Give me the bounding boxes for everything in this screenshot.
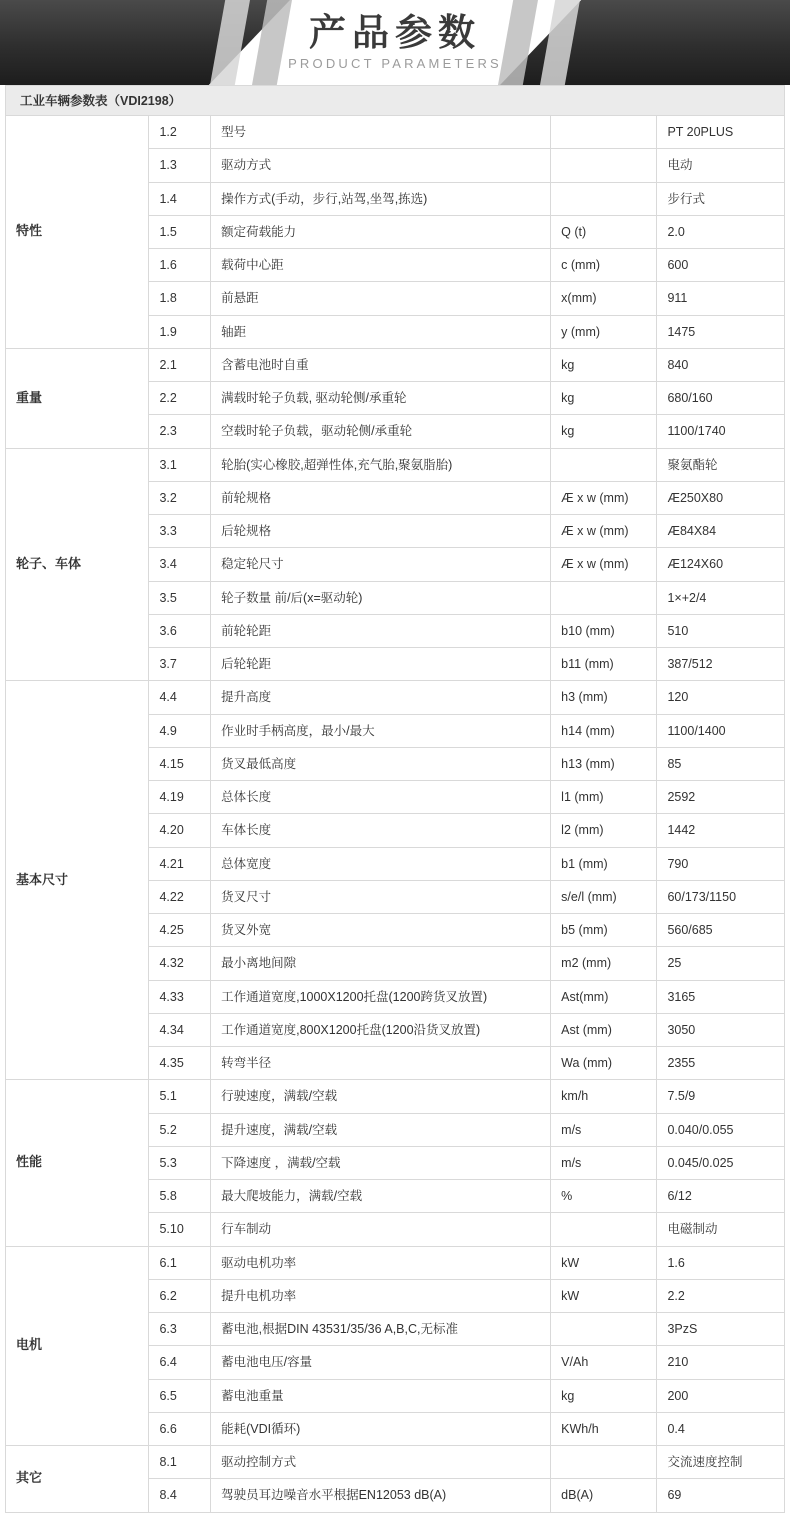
cell-value: 840: [657, 348, 785, 381]
cell-value: 1×+2/4: [657, 581, 785, 614]
cell-name: 轴距: [211, 315, 551, 348]
cell-name: 后轮轮距: [211, 648, 551, 681]
cell-code: 4.33: [149, 980, 211, 1013]
cell-value: 1.6: [657, 1246, 785, 1279]
cell-value: 387/512: [657, 648, 785, 681]
cell-code: 4.15: [149, 747, 211, 780]
cell-code: 3.1: [149, 448, 211, 481]
cell-value: 210: [657, 1346, 785, 1379]
cell-value: 25: [657, 947, 785, 980]
cell-value: 2.2: [657, 1279, 785, 1312]
cell-unit: Æ x w (mm): [551, 515, 657, 548]
cell-code: 2.1: [149, 348, 211, 381]
cell-name: 工作通道宽度,1000X1200托盘(1200跨货叉放置): [211, 980, 551, 1013]
cell-code: 6.5: [149, 1379, 211, 1412]
table-caption: 工业车辆参数表（VDI2198）: [5, 85, 785, 115]
table-row: [6, 1080, 785, 1113]
cell-name: 驾驶员耳边噪音水平根据EN12053 dB(A): [211, 1479, 551, 1512]
cell-code: 6.2: [149, 1279, 211, 1312]
cell-unit: V/Ah: [551, 1346, 657, 1379]
cell-code: 1.9: [149, 315, 211, 348]
table-row: [6, 348, 785, 381]
cell-name: 提升电机功率: [211, 1279, 551, 1312]
group-label-cell: 基本尺寸: [6, 681, 149, 1080]
cell-unit: KWh/h: [551, 1412, 657, 1445]
cell-value: 600: [657, 249, 785, 282]
cell-unit: [551, 448, 657, 481]
cell-code: 3.4: [149, 548, 211, 581]
cell-unit: y (mm): [551, 315, 657, 348]
cell-unit: s/e/l (mm): [551, 880, 657, 913]
cell-value: 3050: [657, 1013, 785, 1046]
cell-value: 1100/1740: [657, 415, 785, 448]
cell-name: 满载时轮子负载, 驱动轮侧/承重轮: [211, 382, 551, 415]
cell-unit: h3 (mm): [551, 681, 657, 714]
cell-code: 3.5: [149, 581, 211, 614]
group-label-cell: 其它: [6, 1446, 149, 1513]
cell-unit: h14 (mm): [551, 714, 657, 747]
parameters-table: [5, 115, 785, 1513]
cell-code: 6.6: [149, 1412, 211, 1445]
cell-code: 4.21: [149, 847, 211, 880]
cell-name: 额定荷载能力: [211, 215, 551, 248]
cell-name: 货叉尺寸: [211, 880, 551, 913]
parameters-table-wrapper: [0, 85, 790, 1519]
cell-code: 8.4: [149, 1479, 211, 1512]
cell-value: 85: [657, 747, 785, 780]
cell-unit: m/s: [551, 1146, 657, 1179]
cell-value: 3PzS: [657, 1313, 785, 1346]
cell-unit: km/h: [551, 1080, 657, 1113]
cell-code: 1.6: [149, 249, 211, 282]
cell-unit: Ast(mm): [551, 980, 657, 1013]
cell-value: Æ84X84: [657, 515, 785, 548]
cell-code: 1.3: [149, 149, 211, 182]
cell-value: 0.4: [657, 1412, 785, 1445]
cell-unit: Æ x w (mm): [551, 481, 657, 514]
table-row: [6, 1246, 785, 1279]
cell-value: 790: [657, 847, 785, 880]
cell-unit: l1 (mm): [551, 781, 657, 814]
cell-code: 4.32: [149, 947, 211, 980]
cell-name: 蓄电池,根据DIN 43531/35/36 A,B,C,无标准: [211, 1313, 551, 1346]
cell-unit: [551, 149, 657, 182]
cell-value: 2592: [657, 781, 785, 814]
cell-unit: Wa (mm): [551, 1047, 657, 1080]
cell-code: 6.1: [149, 1246, 211, 1279]
cell-value: 2355: [657, 1047, 785, 1080]
cell-code: 5.3: [149, 1146, 211, 1179]
cell-unit: x(mm): [551, 282, 657, 315]
cell-unit: %: [551, 1180, 657, 1213]
cell-code: 4.19: [149, 781, 211, 814]
cell-name: 最小离地间隙: [211, 947, 551, 980]
cell-unit: kg: [551, 415, 657, 448]
page-title: 产品参数: [309, 10, 481, 54]
cell-code: 1.4: [149, 182, 211, 215]
cell-code: 2.2: [149, 382, 211, 415]
cell-value: 200: [657, 1379, 785, 1412]
cell-name: 车体长度: [211, 814, 551, 847]
cell-name: 驱动控制方式: [211, 1446, 551, 1479]
cell-value: 560/685: [657, 914, 785, 947]
cell-name: 能耗(VDI循环): [211, 1412, 551, 1445]
cell-name: 提升高度: [211, 681, 551, 714]
page-subtitle: PRODUCT PARAMETERS: [288, 56, 502, 72]
cell-unit: l2 (mm): [551, 814, 657, 847]
cell-value: 1442: [657, 814, 785, 847]
cell-unit: m2 (mm): [551, 947, 657, 980]
cell-name: 下降速度 ，满载/空载: [211, 1146, 551, 1179]
cell-code: 4.35: [149, 1047, 211, 1080]
cell-code: 4.34: [149, 1013, 211, 1046]
cell-code: 5.2: [149, 1113, 211, 1146]
cell-value: 60/173/1150: [657, 880, 785, 913]
cell-unit: b5 (mm): [551, 914, 657, 947]
cell-value: 电动: [657, 149, 785, 182]
cell-value: 聚氨酯轮: [657, 448, 785, 481]
cell-name: 前悬距: [211, 282, 551, 315]
cell-unit: [551, 1213, 657, 1246]
cell-value: 步行式: [657, 182, 785, 215]
cell-unit: Ast (mm): [551, 1013, 657, 1046]
cell-unit: [551, 182, 657, 215]
cell-code: 3.7: [149, 648, 211, 681]
cell-value: 120: [657, 681, 785, 714]
cell-name: 含蓄电池时自重: [211, 348, 551, 381]
table-row: [6, 681, 785, 714]
cell-name: 后轮规格: [211, 515, 551, 548]
cell-unit: b11 (mm): [551, 648, 657, 681]
group-label-cell: 特性: [6, 116, 149, 349]
cell-unit: [551, 1446, 657, 1479]
cell-name: 前轮轮距: [211, 614, 551, 647]
cell-value: 911: [657, 282, 785, 315]
cell-name: 作业时手柄高度，最小/最大: [211, 714, 551, 747]
cell-name: 空载时轮子负载，驱动轮侧/承重轮: [211, 415, 551, 448]
cell-name: 轮子数量 前/后(x=驱动轮): [211, 581, 551, 614]
cell-value: 0.040/0.055: [657, 1113, 785, 1146]
cell-code: 6.4: [149, 1346, 211, 1379]
cell-name: 驱动电机功率: [211, 1246, 551, 1279]
cell-unit: Æ x w (mm): [551, 548, 657, 581]
cell-unit: kg: [551, 348, 657, 381]
cell-unit: kg: [551, 1379, 657, 1412]
cell-name: 载荷中心距: [211, 249, 551, 282]
cell-code: 4.20: [149, 814, 211, 847]
cell-name: 总体长度: [211, 781, 551, 814]
cell-unit: m/s: [551, 1113, 657, 1146]
group-label-cell: 性能: [6, 1080, 149, 1246]
cell-unit: h13 (mm): [551, 747, 657, 780]
group-label-cell: 轮子、车体: [6, 448, 149, 681]
cell-value: 2.0: [657, 215, 785, 248]
page-banner: [0, 0, 790, 85]
cell-name: 行车制动: [211, 1213, 551, 1246]
cell-unit: b1 (mm): [551, 847, 657, 880]
cell-value: Æ124X60: [657, 548, 785, 581]
cell-unit: [551, 116, 657, 149]
cell-unit: [551, 1313, 657, 1346]
cell-value: 1475: [657, 315, 785, 348]
cell-name: 最大爬坡能力，满载/空载: [211, 1180, 551, 1213]
cell-value: 69: [657, 1479, 785, 1512]
cell-unit: c (mm): [551, 249, 657, 282]
cell-value: Æ250X80: [657, 481, 785, 514]
cell-name: 蓄电池电压/容量: [211, 1346, 551, 1379]
cell-code: 5.10: [149, 1213, 211, 1246]
cell-name: 货叉最低高度: [211, 747, 551, 780]
cell-code: 5.1: [149, 1080, 211, 1113]
table-row: [6, 448, 785, 481]
cell-name: 操作方式(手动，步行,站驾,坐驾,拣选): [211, 182, 551, 215]
cell-value: 7.5/9: [657, 1080, 785, 1113]
cell-code: 8.1: [149, 1446, 211, 1479]
cell-code: 1.2: [149, 116, 211, 149]
cell-unit: b10 (mm): [551, 614, 657, 647]
cell-value: 电磁制动: [657, 1213, 785, 1246]
cell-code: 1.5: [149, 215, 211, 248]
cell-value: 3165: [657, 980, 785, 1013]
cell-value: 6/12: [657, 1180, 785, 1213]
cell-name: 货叉外宽: [211, 914, 551, 947]
cell-code: 5.8: [149, 1180, 211, 1213]
cell-unit: kW: [551, 1246, 657, 1279]
cell-name: 转弯半径: [211, 1047, 551, 1080]
cell-code: 4.4: [149, 681, 211, 714]
cell-name: 总体宽度: [211, 847, 551, 880]
cell-code: 6.3: [149, 1313, 211, 1346]
group-label-cell: 电机: [6, 1246, 149, 1446]
cell-value: 680/160: [657, 382, 785, 415]
cell-name: 工作通道宽度,800X1200托盘(1200沿货叉放置): [211, 1013, 551, 1046]
group-label-cell: 重量: [6, 348, 149, 448]
cell-value: 510: [657, 614, 785, 647]
cell-unit: dB(A): [551, 1479, 657, 1512]
cell-unit: kW: [551, 1279, 657, 1312]
cell-unit: Q (t): [551, 215, 657, 248]
banner-text-block: [0, 0, 790, 85]
cell-code: 3.2: [149, 481, 211, 514]
cell-name: 提升速度，满载/空载: [211, 1113, 551, 1146]
cell-unit: kg: [551, 382, 657, 415]
cell-code: 4.9: [149, 714, 211, 747]
cell-unit: [551, 581, 657, 614]
cell-code: 2.3: [149, 415, 211, 448]
table-row: [6, 1446, 785, 1479]
cell-value: 1100/1400: [657, 714, 785, 747]
cell-code: 4.25: [149, 914, 211, 947]
table-row: [6, 116, 785, 149]
cell-name: 轮胎(实心橡胶,超弹性体,充气胎,聚氨脂胎): [211, 448, 551, 481]
cell-name: 型号: [211, 116, 551, 149]
cell-name: 行驶速度，满载/空载: [211, 1080, 551, 1113]
cell-name: 稳定轮尺寸: [211, 548, 551, 581]
cell-code: 1.8: [149, 282, 211, 315]
cell-value: 交流速度控制: [657, 1446, 785, 1479]
cell-name: 前轮规格: [211, 481, 551, 514]
cell-name: 驱动方式: [211, 149, 551, 182]
cell-code: 3.6: [149, 614, 211, 647]
cell-value: 0.045/0.025: [657, 1146, 785, 1179]
cell-code: 4.22: [149, 880, 211, 913]
cell-name: 蓄电池重量: [211, 1379, 551, 1412]
cell-value: PT 20PLUS: [657, 116, 785, 149]
cell-code: 3.3: [149, 515, 211, 548]
